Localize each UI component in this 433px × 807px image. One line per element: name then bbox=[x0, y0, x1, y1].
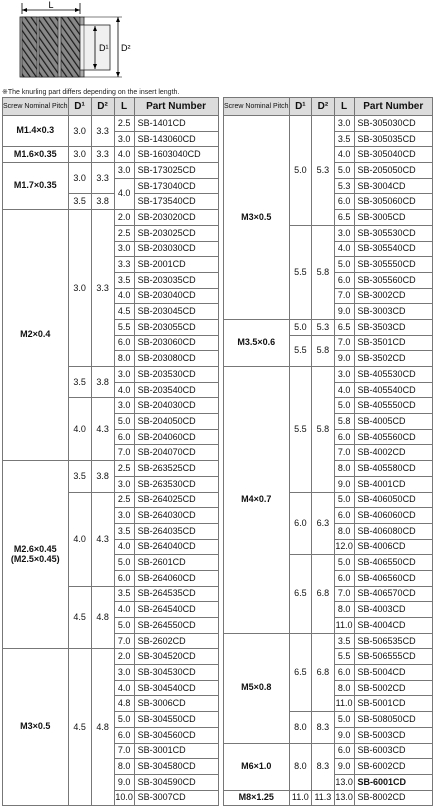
length-cell: 6.0 bbox=[334, 429, 354, 445]
length-cell: 3.0 bbox=[114, 508, 134, 524]
part-number-cell: SB-6002CD bbox=[354, 759, 432, 775]
part-number-cell: SB-1401CD bbox=[134, 116, 218, 132]
part-number-cell: SB-6003CD bbox=[354, 743, 432, 759]
length-cell: 4.0 bbox=[334, 241, 354, 257]
part-number-cell: SB-304550CD bbox=[134, 712, 218, 728]
length-cell: 3.5 bbox=[334, 633, 354, 649]
d2-cell: 3.8 bbox=[91, 367, 114, 398]
length-cell: 3.0 bbox=[114, 241, 134, 257]
part-number-cell: SB-2601CD bbox=[134, 555, 218, 571]
screw-pitch-cell bbox=[224, 367, 290, 634]
length-cell: 3.0 bbox=[114, 131, 134, 147]
length-cell: 3.5 bbox=[114, 523, 134, 539]
part-number-cell: SB-305560CD bbox=[354, 272, 432, 288]
length-cell: 6.0 bbox=[114, 429, 134, 445]
length-cell: 4.0 bbox=[114, 178, 134, 209]
d2-cell: 4.8 bbox=[91, 649, 114, 806]
table-row bbox=[224, 116, 433, 132]
part-number-cell: SB-3001CD bbox=[134, 743, 218, 759]
part-number-cell: SB-203080CD bbox=[134, 351, 218, 367]
d1-cell: 5.5 bbox=[289, 367, 312, 493]
length-cell: 4.0 bbox=[334, 382, 354, 398]
d1-cell: 6.5 bbox=[289, 555, 312, 633]
table-row bbox=[3, 461, 219, 477]
spec-table-right bbox=[223, 97, 433, 806]
length-cell: 5.0 bbox=[114, 414, 134, 430]
screw-pitch-cell bbox=[3, 163, 69, 210]
d1-cell: 3.5 bbox=[68, 194, 91, 210]
length-cell: 6.5 bbox=[334, 210, 354, 226]
part-number-cell: SB-305035CD bbox=[354, 131, 432, 147]
length-cell: 9.0 bbox=[334, 727, 354, 743]
length-cell: 4.0 bbox=[114, 680, 134, 696]
part-number-cell: SB-3005CD bbox=[354, 210, 432, 226]
part-number-cell: SB-3503CD bbox=[354, 319, 432, 335]
length-label: L bbox=[48, 0, 54, 10]
length-cell: 9.0 bbox=[334, 476, 354, 492]
length-cell: 4.0 bbox=[114, 147, 134, 163]
length-cell: 5.8 bbox=[334, 414, 354, 430]
part-number-cell: SB-5001CD bbox=[354, 696, 432, 712]
header-part-number: Part Number bbox=[134, 98, 218, 116]
length-cell: 4.0 bbox=[334, 147, 354, 163]
part-number-cell: SB-305540CD bbox=[354, 241, 432, 257]
part-number-cell: SB-304540CD bbox=[134, 680, 218, 696]
part-number-cell: SB-204050CD bbox=[134, 414, 218, 430]
part-number-cell: SB-405550CD bbox=[354, 398, 432, 414]
part-number-cell: SB-264035CD bbox=[134, 523, 218, 539]
table-row bbox=[224, 790, 433, 806]
length-cell: 3.5 bbox=[334, 131, 354, 147]
part-number-cell: SB-2602CD bbox=[134, 633, 218, 649]
header-length: L bbox=[334, 98, 354, 116]
part-number-cell: SB-304560CD bbox=[134, 727, 218, 743]
screw-pitch-label: M5×0.8 bbox=[241, 682, 272, 693]
length-cell: 8.0 bbox=[114, 351, 134, 367]
insert-diagram bbox=[0, 0, 433, 88]
d1-cell: 5.0 bbox=[289, 319, 312, 335]
screw-pitch-label: M6×1.0 bbox=[241, 760, 272, 771]
length-cell: 2.5 bbox=[114, 225, 134, 241]
part-number-cell: SB-173025CD bbox=[134, 163, 218, 179]
length-cell: 12.0 bbox=[334, 539, 354, 555]
part-number-cell: SB-1603040CD bbox=[134, 147, 218, 163]
screw-pitch-cell bbox=[224, 319, 290, 366]
part-number-cell: SB-305530CD bbox=[354, 225, 432, 241]
part-number-cell: SB-304530CD bbox=[134, 665, 218, 681]
part-number-cell: SB-406560CD bbox=[354, 570, 432, 586]
screw-pitch-label: M1.6×0.35 bbox=[13, 148, 57, 159]
table-row bbox=[224, 743, 433, 759]
length-cell: 7.0 bbox=[114, 633, 134, 649]
length-cell: 2.5 bbox=[114, 461, 134, 477]
d1-label: D¹ bbox=[99, 43, 109, 53]
part-number-cell: SB-203040CD bbox=[134, 288, 218, 304]
part-number-cell: SB-204070CD bbox=[134, 445, 218, 461]
part-number-cell: SB-203060CD bbox=[134, 335, 218, 351]
part-number-cell: SB-203025CD bbox=[134, 225, 218, 241]
length-cell: 6.0 bbox=[334, 194, 354, 210]
d1-cell: 3.5 bbox=[68, 461, 91, 492]
part-number-cell: SB-264030CD bbox=[134, 508, 218, 524]
d1-cell: 6.0 bbox=[289, 492, 312, 555]
knurling-note: ※The knurling part differs depending on the insert length. bbox=[2, 89, 180, 96]
table-row bbox=[224, 367, 433, 383]
part-number-cell: SB-6001CD bbox=[354, 774, 432, 790]
screw-pitch-cell bbox=[224, 116, 290, 320]
header-screw-pitch: Screw Nominal Pitch bbox=[3, 98, 69, 116]
part-number-cell: SB-4001CD bbox=[354, 476, 432, 492]
length-cell: 9.0 bbox=[334, 759, 354, 775]
length-cell: 8.0 bbox=[334, 680, 354, 696]
length-cell: 4.8 bbox=[114, 696, 134, 712]
screw-pitch-label: M4×0.7 bbox=[241, 493, 272, 504]
part-number-cell: SB-203045CD bbox=[134, 304, 218, 320]
part-number-cell: SB-5004CD bbox=[354, 665, 432, 681]
part-number-cell: SB-304580CD bbox=[134, 759, 218, 775]
header-screw-pitch: Screw Nominal Pitch bbox=[224, 98, 290, 116]
d1-cell: 3.0 bbox=[68, 163, 91, 194]
part-number-cell: SB-304520CD bbox=[134, 649, 218, 665]
length-cell: 8.0 bbox=[334, 461, 354, 477]
screw-pitch-cell bbox=[3, 116, 69, 147]
part-number-cell: SB-264540CD bbox=[134, 602, 218, 618]
length-cell: 3.5 bbox=[114, 586, 134, 602]
part-number-cell: SB-203055CD bbox=[134, 319, 218, 335]
length-cell: 6.5 bbox=[334, 319, 354, 335]
length-cell: 3.0 bbox=[334, 225, 354, 241]
part-number-cell: SB-3004CD bbox=[354, 178, 432, 194]
length-cell: 8.0 bbox=[334, 523, 354, 539]
table-row bbox=[3, 147, 219, 163]
part-number-cell: SB-203530CD bbox=[134, 367, 218, 383]
table-row bbox=[3, 210, 219, 226]
length-cell: 3.0 bbox=[114, 163, 134, 179]
length-cell: 3.3 bbox=[114, 257, 134, 273]
screw-pitch-alt-label: (M2.5×0.45) bbox=[10, 553, 60, 564]
screw-pitch-label: M3×0.5 bbox=[241, 211, 272, 222]
d2-cell: 3.3 bbox=[91, 116, 114, 147]
length-cell: 5.0 bbox=[334, 555, 354, 571]
d1-cell: 11.0 bbox=[289, 790, 312, 806]
d2-cell: 4.8 bbox=[91, 586, 114, 649]
length-cell: 9.0 bbox=[114, 774, 134, 790]
part-number-cell: SB-406570CD bbox=[354, 586, 432, 602]
part-number-cell: SB-4004CD bbox=[354, 618, 432, 634]
header-d2: D² bbox=[91, 98, 114, 116]
length-cell: 6.0 bbox=[334, 508, 354, 524]
part-number-cell: SB-406080CD bbox=[354, 523, 432, 539]
part-number-cell: SB-203035CD bbox=[134, 272, 218, 288]
part-number-cell: SB-506555CD bbox=[354, 649, 432, 665]
d1-cell: 6.5 bbox=[289, 633, 312, 711]
screw-pitch-cell bbox=[3, 649, 69, 806]
part-number-cell: SB-203540CD bbox=[134, 382, 218, 398]
d2-cell: 4.3 bbox=[91, 492, 114, 586]
length-cell: 4.0 bbox=[114, 539, 134, 555]
d2-cell: 3.3 bbox=[91, 210, 114, 367]
d2-cell: 5.3 bbox=[312, 116, 335, 226]
header-d1: D¹ bbox=[68, 98, 91, 116]
table-row bbox=[224, 319, 433, 335]
length-cell: 5.0 bbox=[334, 492, 354, 508]
screw-pitch-label: M3×0.5 bbox=[20, 721, 51, 732]
length-cell: 5.0 bbox=[334, 257, 354, 273]
header-part-number: Part Number bbox=[354, 98, 432, 116]
part-number-cell: SB-305060CD bbox=[354, 194, 432, 210]
length-cell: 3.0 bbox=[114, 398, 134, 414]
length-cell: 3.0 bbox=[114, 367, 134, 383]
d2-cell: 6.8 bbox=[312, 555, 335, 633]
length-cell: 9.0 bbox=[334, 304, 354, 320]
d1-cell: 4.0 bbox=[68, 398, 91, 461]
length-cell: 7.0 bbox=[114, 445, 134, 461]
part-number-cell: SB-305030CD bbox=[354, 116, 432, 132]
part-number-cell: SB-406550CD bbox=[354, 555, 432, 571]
part-number-cell: SB-405530CD bbox=[354, 367, 432, 383]
part-number-cell: SB-3501CD bbox=[354, 335, 432, 351]
length-cell: 3.0 bbox=[114, 665, 134, 681]
d2-cell: 6.8 bbox=[312, 633, 335, 711]
length-cell: 3.0 bbox=[114, 476, 134, 492]
part-number-cell: SB-304590CD bbox=[134, 774, 218, 790]
length-cell: 6.0 bbox=[114, 727, 134, 743]
d2-cell: 3.8 bbox=[91, 461, 114, 492]
header-d1: D¹ bbox=[289, 98, 312, 116]
part-number-cell: SB-305550CD bbox=[354, 257, 432, 273]
part-number-cell: SB-264060CD bbox=[134, 570, 218, 586]
part-number-cell: SB-406050CD bbox=[354, 492, 432, 508]
header-length: L bbox=[114, 98, 134, 116]
part-number-cell: SB-4005CD bbox=[354, 414, 432, 430]
d2-cell: 5.8 bbox=[312, 335, 335, 366]
part-number-cell: SB-4002CD bbox=[354, 445, 432, 461]
d1-cell: 5.5 bbox=[289, 225, 312, 319]
length-cell: 13.0 bbox=[334, 790, 354, 806]
part-number-cell: SB-3502CD bbox=[354, 351, 432, 367]
part-number-cell: SB-4003CD bbox=[354, 602, 432, 618]
length-cell: 2.5 bbox=[114, 116, 134, 132]
length-cell: 7.0 bbox=[334, 586, 354, 602]
table-row bbox=[224, 633, 433, 649]
length-cell: 5.0 bbox=[334, 163, 354, 179]
d2-label: D² bbox=[121, 43, 131, 53]
d1-cell: 4.0 bbox=[68, 492, 91, 586]
part-number-cell: SB-263530CD bbox=[134, 476, 218, 492]
length-cell: 7.0 bbox=[334, 445, 354, 461]
d2-cell: 8.3 bbox=[312, 743, 335, 790]
length-cell: 2.5 bbox=[114, 492, 134, 508]
length-cell: 5.5 bbox=[114, 319, 134, 335]
length-cell: 7.0 bbox=[334, 335, 354, 351]
d2-cell: 5.3 bbox=[312, 319, 335, 335]
part-number-cell: SB-4006CD bbox=[354, 539, 432, 555]
screw-pitch-cell bbox=[224, 743, 290, 790]
length-cell: 4.0 bbox=[114, 382, 134, 398]
part-number-cell: SB-3002CD bbox=[354, 288, 432, 304]
d2-cell: 5.8 bbox=[312, 225, 335, 319]
part-number-cell: SB-143060CD bbox=[134, 131, 218, 147]
spec-table-left bbox=[2, 97, 219, 806]
part-number-cell: SB-405540CD bbox=[354, 382, 432, 398]
length-cell: 5.3 bbox=[334, 178, 354, 194]
part-number-cell: SB-506535CD bbox=[354, 633, 432, 649]
screw-pitch-label: M2×0.4 bbox=[20, 329, 51, 340]
d1-cell: 3.0 bbox=[68, 147, 91, 163]
part-number-cell: SB-173540CD bbox=[134, 194, 218, 210]
part-number-cell: SB-264535CD bbox=[134, 586, 218, 602]
length-cell: 6.0 bbox=[334, 665, 354, 681]
d2-cell: 6.3 bbox=[312, 492, 335, 555]
screw-pitch-label: M1.7×0.35 bbox=[13, 180, 57, 191]
part-number-cell: SB-3003CD bbox=[354, 304, 432, 320]
d1-cell: 5.5 bbox=[289, 335, 312, 366]
part-number-cell: SB-204030CD bbox=[134, 398, 218, 414]
length-cell: 7.0 bbox=[114, 743, 134, 759]
length-cell: 4.0 bbox=[114, 288, 134, 304]
length-cell: 6.0 bbox=[334, 272, 354, 288]
length-cell: 5.5 bbox=[334, 649, 354, 665]
d2-cell: 3.3 bbox=[91, 147, 114, 163]
length-cell: 9.0 bbox=[334, 351, 354, 367]
length-cell: 2.0 bbox=[114, 210, 134, 226]
length-cell: 2.0 bbox=[114, 649, 134, 665]
part-number-cell: SB-2001CD bbox=[134, 257, 218, 273]
length-cell: 4.0 bbox=[114, 602, 134, 618]
screw-pitch-cell bbox=[3, 461, 69, 649]
part-number-cell: SB-173040CD bbox=[134, 178, 218, 194]
d1-cell: 3.0 bbox=[68, 210, 91, 367]
part-number-cell: SB-5003CD bbox=[354, 727, 432, 743]
length-cell: 5.0 bbox=[334, 398, 354, 414]
table-row bbox=[3, 163, 219, 179]
screw-pitch-cell bbox=[3, 147, 69, 163]
d2-cell: 4.3 bbox=[91, 398, 114, 461]
screw-pitch-label: M1.4×0.3 bbox=[16, 125, 55, 136]
screw-pitch-label: M3.5×0.6 bbox=[237, 337, 276, 348]
length-cell: 5.0 bbox=[114, 712, 134, 728]
length-cell: 5.0 bbox=[114, 618, 134, 634]
part-number-cell: SB-203020CD bbox=[134, 210, 218, 226]
d1-cell: 3.5 bbox=[68, 367, 91, 398]
length-cell: 11.0 bbox=[334, 696, 354, 712]
screw-pitch-cell bbox=[3, 210, 69, 461]
length-cell: 3.5 bbox=[114, 272, 134, 288]
length-cell: 6.0 bbox=[334, 570, 354, 586]
length-cell: 10.0 bbox=[114, 790, 134, 806]
part-number-cell: SB-305040CD bbox=[354, 147, 432, 163]
d1-cell: 8.0 bbox=[289, 712, 312, 743]
length-cell: 3.0 bbox=[334, 367, 354, 383]
d2-cell: 8.3 bbox=[312, 712, 335, 743]
d1-cell: 5.0 bbox=[289, 116, 312, 226]
d1-cell: 4.5 bbox=[68, 649, 91, 806]
part-number-cell: SB-263525CD bbox=[134, 461, 218, 477]
d2-cell: 3.3 bbox=[91, 163, 114, 194]
screw-pitch-label: M2.6×0.45 bbox=[13, 543, 57, 554]
d2-cell: 11.3 bbox=[312, 790, 335, 806]
length-cell: 5.0 bbox=[334, 712, 354, 728]
part-number-cell: SB-508050CD bbox=[354, 712, 432, 728]
part-number-cell: SB-405580CD bbox=[354, 461, 432, 477]
part-number-cell: SB-3007CD bbox=[134, 790, 218, 806]
screw-pitch-cell bbox=[224, 790, 290, 806]
part-number-cell: SB-3006CD bbox=[134, 696, 218, 712]
length-cell: 7.0 bbox=[334, 288, 354, 304]
length-cell: 13.0 bbox=[334, 774, 354, 790]
part-number-cell: SB-264025CD bbox=[134, 492, 218, 508]
screw-pitch-cell bbox=[224, 633, 290, 743]
part-number-cell: SB-264040CD bbox=[134, 539, 218, 555]
length-cell: 8.0 bbox=[114, 759, 134, 775]
screw-pitch-label: M8×1.25 bbox=[238, 791, 274, 802]
header-d2: D² bbox=[312, 98, 335, 116]
length-cell: 8.0 bbox=[334, 602, 354, 618]
part-number-cell: SB-5002CD bbox=[354, 680, 432, 696]
d1-cell: 4.5 bbox=[68, 586, 91, 649]
length-cell: 11.0 bbox=[334, 618, 354, 634]
length-cell: 4.5 bbox=[114, 304, 134, 320]
part-number-cell: SB-406060CD bbox=[354, 508, 432, 524]
d2-cell: 3.8 bbox=[91, 194, 114, 210]
part-number-cell: SB-264550CD bbox=[134, 618, 218, 634]
table-row bbox=[3, 649, 219, 665]
part-number-cell: SB-203030CD bbox=[134, 241, 218, 257]
part-number-cell: SB-205050CD bbox=[354, 163, 432, 179]
part-number-cell: SB-405560CD bbox=[354, 429, 432, 445]
length-cell: 6.0 bbox=[114, 570, 134, 586]
length-cell: 3.0 bbox=[334, 116, 354, 132]
d1-cell: 3.0 bbox=[68, 116, 91, 147]
part-number-cell: SB-204060CD bbox=[134, 429, 218, 445]
length-cell: 6.0 bbox=[334, 743, 354, 759]
d1-cell: 8.0 bbox=[289, 743, 312, 790]
table-row bbox=[3, 116, 219, 132]
length-cell: 5.0 bbox=[114, 555, 134, 571]
part-number-cell: SB-8002CD bbox=[354, 790, 432, 806]
length-cell: 6.0 bbox=[114, 335, 134, 351]
d2-cell: 5.8 bbox=[312, 367, 335, 493]
